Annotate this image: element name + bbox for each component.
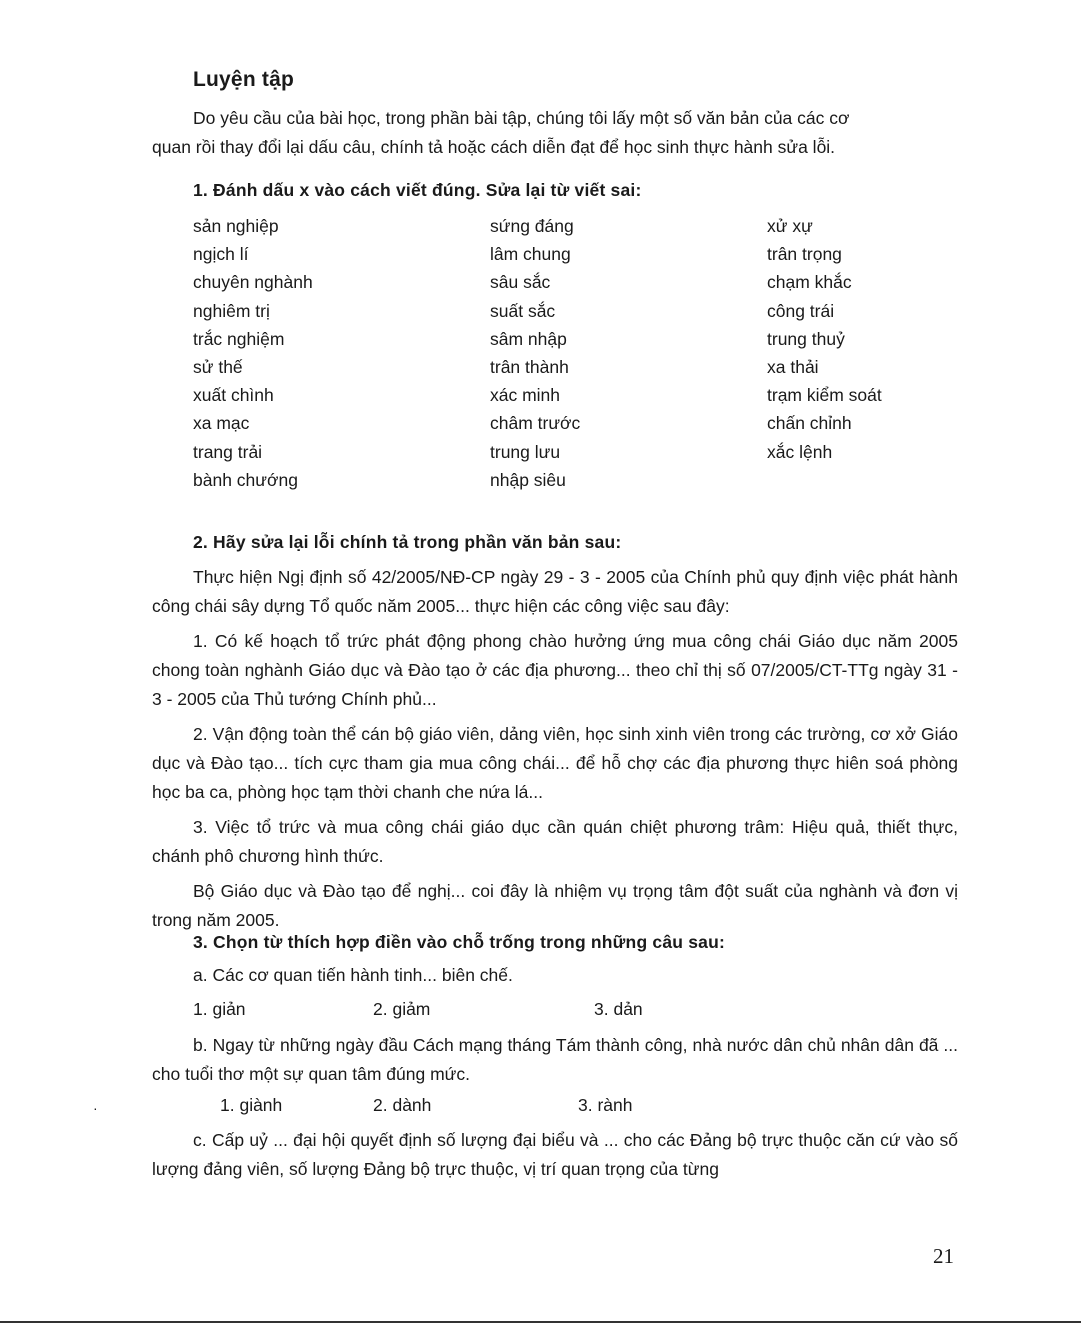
word-item: trân trọng [767, 244, 842, 265]
word-item: xử xự [767, 216, 813, 236]
word-item: trung lưu [490, 441, 561, 462]
question-c [152, 1126, 958, 1190]
section-heading: Luyện tập [193, 68, 294, 91]
word-column-1 [193, 212, 313, 494]
question-b [152, 1031, 958, 1095]
word-item: trung thuỷ [767, 328, 845, 349]
paragraph: Thực hiện Ngị định số 42/2005/NĐ-CP ngày 29 - 3 - 2005 của Chính phủ quy định việc phát hành công chái sây dựng Tổ quốc năm 2005... thực hiện các công việc sau đây: [152, 567, 958, 616]
word-item: nghiêm trị [193, 300, 270, 321]
word-item: sử thế [193, 357, 243, 378]
word-item: trắc nghiệm [193, 328, 285, 349]
stray-mark: · [93, 1100, 98, 1116]
option: 3. dản [594, 999, 643, 1019]
option: 1. giản [193, 999, 246, 1019]
page-edge-line [0, 1321, 1081, 1323]
paragraph: 3. Việc tổ trức và mua công chái giáo dục cần quán chiệt phương trâm: Hiệu quả, thiết thực, chánh phô chương hình thức. [152, 817, 958, 866]
exercise-3-title: 3. Chọn từ thích hợp điền vào chỗ trống trong những câu sau: [193, 932, 725, 952]
question-a-options [0, 999, 1081, 1023]
intro-line-1: Do yêu cầu của bài học, trong phần bài tập, chúng tôi lấy một số văn bản của các cơ [193, 108, 850, 128]
word-item: trang trải [193, 441, 263, 462]
word-item: xa thải [767, 357, 819, 378]
word-column-3 [767, 212, 882, 466]
word-item: xác minh [490, 385, 561, 406]
word-column-2 [490, 212, 580, 494]
word-item: sâm nhập [490, 328, 567, 349]
intro-line-2: quan rồi thay đổi lại dấu câu, chính tả hoặc cách diễn đạt để học sinh thực hành sửa lỗi. [152, 137, 836, 157]
word-item: suất sắc [490, 300, 556, 321]
exercise-2-title: 2. Hãy sửa lại lỗi chính tả trong phần văn bản sau: [193, 532, 622, 552]
word-item: trạm kiểm soát [767, 385, 882, 406]
word-item: ngịch lí [193, 244, 249, 265]
word-item: bành chướng [193, 469, 298, 490]
word-item: xắc lệnh [767, 441, 833, 462]
question-b-options [0, 1095, 1081, 1119]
word-item: nhập siêu [490, 469, 566, 490]
paragraph: b. Ngay từ những ngày đầu Cách mạng tháng Tám thành công, nhà nước dân chủ nhân dân đã ... cho tuổi thơ một sự quan tâm đúng mức. [152, 1035, 958, 1084]
paragraph: 2. Vận động toàn thể cán bộ giáo viên, dảng viên, học sinh xinh viên trong các trường, cơ xở Giáo dục và Đào tạo... tích cực tham gia mua công chái... để hỗ chợ các địa phương thực hiên soá phòng học ba ca, phòng học tạm thời chanh che nứa lá... [152, 724, 958, 802]
option: 3. rành [578, 1095, 633, 1115]
exercise-1-title: 1. Đánh dấu x vào cách viết đúng. Sửa lại từ viết sai: [193, 180, 642, 200]
word-item: lâm chung [490, 244, 571, 265]
word-item: trân thành [490, 357, 569, 378]
page-number: 21 [933, 1244, 954, 1268]
word-item: châm trước [490, 413, 581, 434]
option: 2. dành [373, 1095, 432, 1115]
paragraph: 1. Có kế hoạch tổ trức phát động phong chào hưởng ứng mua công chái Giáo dục năm 2005 chong toàn nghành Giáo dục và Đào tạo ở các địa phương... theo chỉ thị số 07/2005/CT-TTg ngày 31 - 3 - 2005 của Thủ tướng Chính phủ... [152, 631, 958, 709]
word-item: sản nghiệp [193, 216, 279, 236]
paragraph: Bộ Giáo dục và Đào tạo để nghị... coi đây là nhiệm vụ trọng tâm đột suất của nghành và đơn vị trong năm 2005. [152, 881, 958, 930]
word-item: xuất chình [193, 385, 274, 406]
question-a: a. Các cơ quan tiến hành tinh... biên chế. [193, 965, 513, 985]
word-item: sâu sắc [490, 272, 551, 293]
word-item: công trái [767, 300, 835, 321]
word-item: chấn chỉnh [767, 413, 852, 434]
paragraph: c. Cấp uỷ ... đại hội quyết định số lượng đại biểu và ... cho các Đảng bộ trực thuộc căn cứ vào số lượng đảng viên, số lượng Đảng bộ trực thuộc, vị trí quan trọng của từng [152, 1130, 958, 1179]
word-item: sứng đáng [490, 216, 574, 236]
option: 2. giảm [373, 999, 431, 1019]
word-item: chạm khắc [767, 272, 852, 293]
exercise-2-text [152, 563, 958, 941]
word-item: xa mạc [193, 413, 250, 434]
word-item: chuyên nghành [193, 272, 313, 293]
option: 1. giành [220, 1095, 283, 1115]
